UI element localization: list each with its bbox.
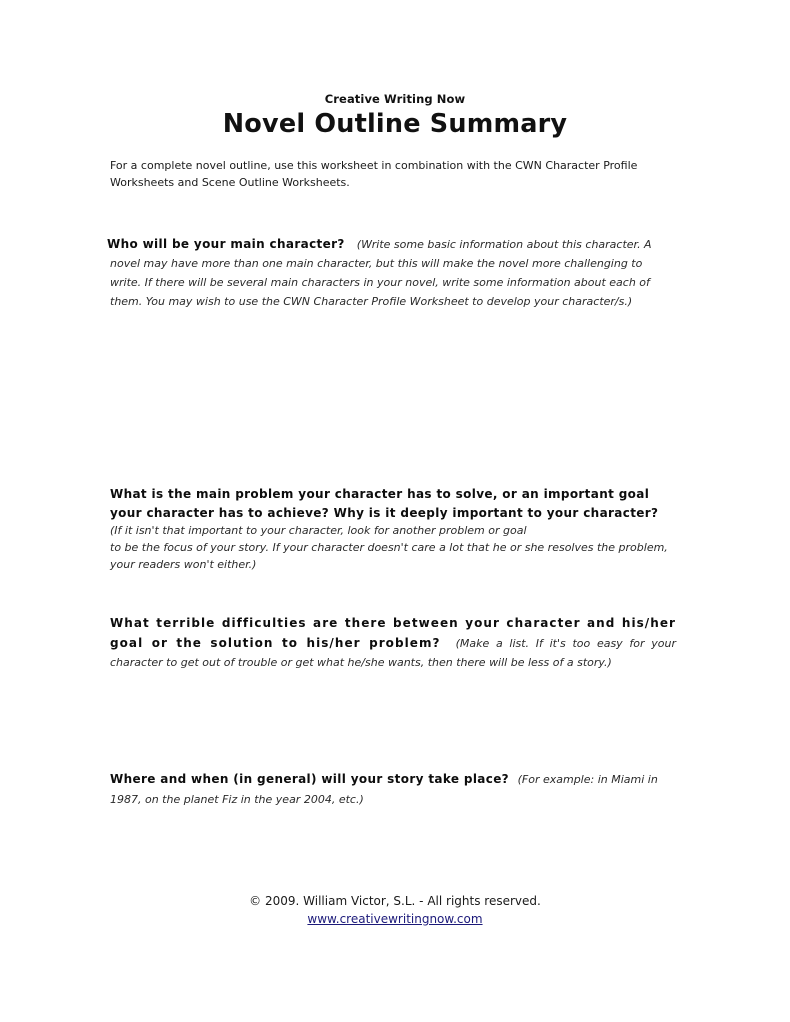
copyright-text: © 2009. William Victor, S.L. - All rights reserved. <box>249 894 541 908</box>
page-title: Novel Outline Summary <box>222 109 568 139</box>
section-setting <box>110 769 676 809</box>
intro-text: For a complete novel outline, use this worksheet in combination with the CWN Character Profile Worksheets and Scene Outline Worksheets. <box>110 159 638 189</box>
section-difficulties <box>110 613 676 672</box>
section-main-character <box>107 234 676 310</box>
section-main-problem <box>110 485 676 573</box>
question-difficulties: What terrible difficulties are there between your character and his/her goal or the solution to his/her problem? <box>110 616 676 650</box>
question-main-problem: What is the main problem your character has to solve, or an important goal your character has to achieve? Why is it deeply important to your character? <box>110 487 659 520</box>
hint-difficulties-text: (Make a list. If it's too easy for your character to get out of trouble or get what he/she wants, then there will be less of a story.) <box>110 636 676 669</box>
hint-main-problem-line2: to be the focus of your story. If your character doesn't care a lot that he or she resolves the problem, your readers won't either.) <box>110 541 668 571</box>
website-link[interactable]: www.creativewritingnow.com <box>307 912 483 926</box>
question-main-character: Who will be your main character? <box>107 237 345 251</box>
question-setting: Where and when (in general) will your story take place? <box>110 772 509 786</box>
hint-main-character-text: (Write some basic information about this character. A novel may have more than one main character, but this will make the novel more challenging to write. If there will be several main characters in your novel, write some information about each of them. You may wish to use the CWN Character Profile Worksheet to develop your character/s.) <box>110 238 652 308</box>
hint-main-problem-line1: (If it isn't that important to your character, look for another problem or goal <box>110 524 527 537</box>
brand-name: Creative Writing Now <box>324 92 466 106</box>
footer <box>0 892 790 928</box>
hint-setting-text: (For example: in Miami in 1987, on the planet Fiz in the year 2004, etc.) <box>110 773 658 806</box>
